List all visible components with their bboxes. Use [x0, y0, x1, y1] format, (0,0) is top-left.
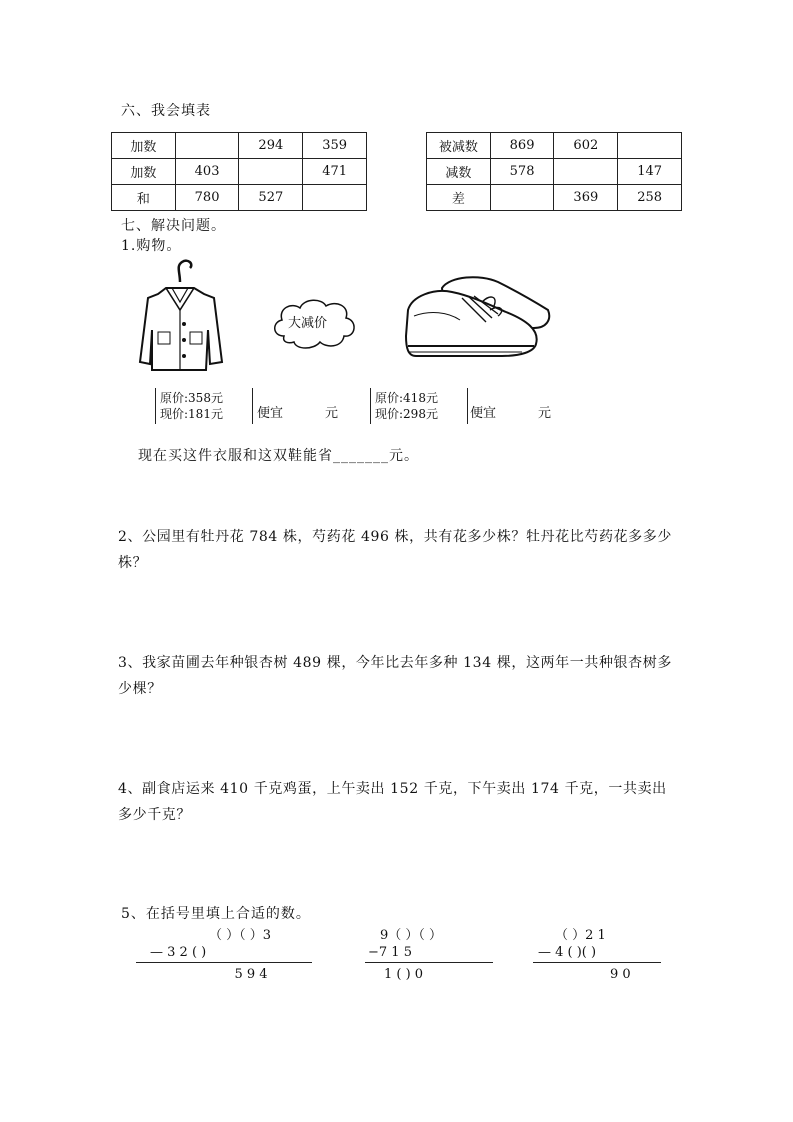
q1-question: 现在买这件衣服和这双鞋能省_______元。 — [138, 448, 419, 464]
table-cell[interactable] — [303, 185, 367, 211]
table-cell: 602 — [554, 133, 618, 159]
coat-icon — [136, 258, 230, 374]
shoes-price-box — [370, 388, 468, 424]
shoes-current-price: 现价:298元 — [375, 407, 438, 421]
coat-cheaper-unit: 元 — [325, 406, 339, 421]
shoes-cheaper-label: 便宜 — [470, 406, 497, 421]
coat-current-price: 现价:181元 — [160, 407, 223, 421]
q5-p3-middle[interactable]: — 4 ( )( ) — [538, 945, 597, 960]
q2-text: 2、公园里有牡丹花 784 株，芍药花 496 株，共有花多少株？牡丹花比芍药花多多少株？ — [118, 529, 672, 571]
q5-p1-rule — [136, 962, 312, 963]
sale-label: 大减价 — [288, 316, 328, 331]
q5-p2-rule — [365, 962, 493, 963]
table-cell: 和 — [112, 185, 176, 211]
table-cell: 780 — [175, 185, 239, 211]
q5-p1-top[interactable]: （ ）（ ）3 — [208, 928, 272, 943]
addition-table — [111, 132, 367, 211]
table-cell: 471 — [303, 159, 367, 185]
table-cell: 369 — [554, 185, 618, 211]
q5-p3-rule — [533, 962, 661, 963]
q1-title: 1.购物。 — [121, 238, 182, 254]
table-cell[interactable] — [618, 133, 682, 159]
table-cell: 258 — [618, 185, 682, 211]
table-cell: 403 — [175, 159, 239, 185]
q5-title: 5、在括号里填上合适的数。 — [121, 906, 311, 922]
section7-heading: 七、解决问题。 — [121, 218, 226, 234]
table-cell[interactable] — [490, 185, 554, 211]
q3-text: 3、我家苗圃去年种银杏树 489 棵，今年比去年多种 134 棵，这两年一共种银杏树多少棵？ — [118, 655, 672, 697]
q5-p1-middle[interactable]: — 3 2 ( ) — [150, 945, 207, 960]
q5-p2-middle: −7 1 5 — [368, 945, 412, 960]
q5-p3-result: 9 0 — [610, 967, 631, 982]
table-cell: 527 — [239, 185, 303, 211]
table-cell: 差 — [427, 185, 491, 211]
shoes-icon — [402, 266, 552, 362]
table-cell: 869 — [490, 133, 554, 159]
table-cell: 加数 — [112, 159, 176, 185]
coat-original-price: 原价:358元 — [160, 391, 223, 405]
table-cell: 359 — [303, 133, 367, 159]
q5-p1-result: 5 9 4 — [234, 967, 268, 982]
section6-heading: 六、我会填表 — [121, 103, 211, 119]
coat-price-box — [155, 388, 253, 424]
subtraction-table — [426, 132, 682, 211]
table-cell: 被减数 — [427, 133, 491, 159]
q5-p2-result[interactable]: 1 ( ) 0 — [384, 967, 424, 982]
table-cell: 减数 — [427, 159, 491, 185]
table-cell[interactable] — [554, 159, 618, 185]
q4-text: 4、副食店运来 410 千克鸡蛋，上午卖出 152 千克，下午卖出 174 千克，一共卖出多少千克？ — [118, 781, 667, 823]
table-cell: 294 — [239, 133, 303, 159]
table-cell: 578 — [490, 159, 554, 185]
shoes-original-price: 原价:418元 — [375, 391, 438, 405]
table-cell[interactable] — [239, 159, 303, 185]
table-cell: 147 — [618, 159, 682, 185]
table-cell[interactable] — [175, 133, 239, 159]
coat-cheaper-label: 便宜 — [257, 406, 284, 421]
shoes-cheaper-unit: 元 — [538, 406, 552, 421]
q5-p2-top[interactable]: 9（ ）（ ） — [380, 928, 443, 943]
q5-p3-top[interactable]: （ ）2 1 — [555, 928, 606, 943]
table-cell: 加数 — [112, 133, 176, 159]
